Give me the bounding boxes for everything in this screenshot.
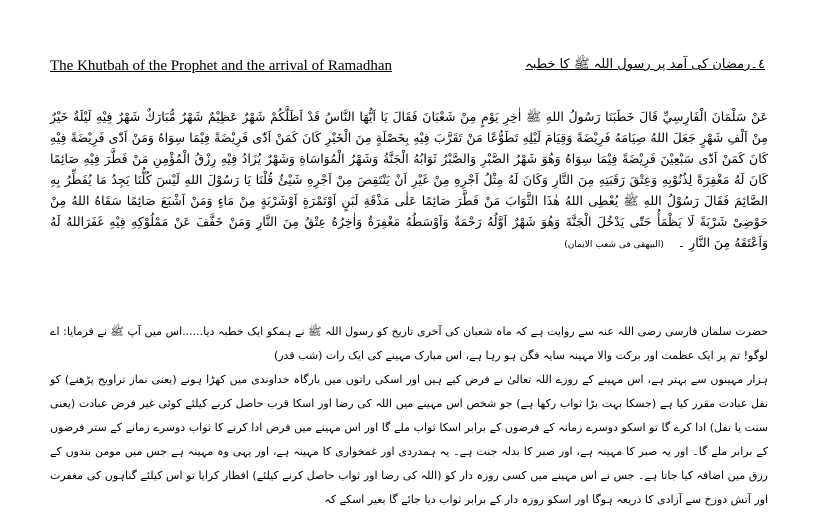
urdu-paragraph-1: حضرت سلمان فارسی رضی اللہ عنہ سے روایت ہے کہ ماہ شعبان کی آخری تاریخ کو رسول اللہ ﷺ نے ہمکو ایک خطبہ دیا......اس میں آپ ﷺ نے فرمایا: اے لوگو! تم پر ایک عظمت اور برکت والا مہینہ سایہ فگن ہو رہا ہے، اس مبارک مہینے کی ایک رات (شب قدر) bbox=[50, 325, 768, 362]
urdu-paragraph-2: ہزار مہینوں سے بہتر ہے، اس مہینے کے روزے اللہ تعالیٰ نے فرض کیے ہیں اور اسکی راتوں میں بارگاہ خداوندی میں کھڑا ہونے (یعنی نماز تراویح پڑھنے) کو نفل عبادت مقرر کیا ہے (جسکا بہت بڑا ثواب رکھا ہے) جو شخص اس مہینے میں اللہ کی رضا اور اسکا قرب حاصل کرنے کیلئے کوئی غیر فرض عبادت (یعنی سنت یا نفل) ادا کرے گا تو اسکو دوسرے زمانہ کے فرضوں کے برابر اسکا ثواب ملے گا اور اس مہینے میں فرض ادا کرنے کا ثواب دوسرے زمانے کے ستر فرضوں کے برابر ملے گا۔ اور یہ صبر کا مہینہ ہے، اور صبر کا بدلہ جنت ہے۔ یہ ہمدردی اور غمخواری کا مہینہ ہے، اور یہی وہ مہینہ ہے جس میں مومن بندوں کے رزق میں اضافہ کیا جاتا ہے۔ جس نے اس مہینے میں کسی روزہ دار کو (اللہ کی رضا اور ثواب حاصل کرنے کیلئے) افطار کرایا تو اس کیلئے گناہوں کی مغفرت اور آتش دوزخ سے آزادی کا ذریعہ ہوگا اور اسکو روزہ دار کے برابر ثواب دیا جائے گا بغیر اسکے کہ bbox=[50, 373, 768, 506]
title-english: The Khutbah of the Prophet and the arrival of Ramadhan bbox=[50, 58, 392, 74]
hadith-reference: (البیهقی فی شعب الایمان) bbox=[564, 240, 664, 250]
hadith-body: عَنْ سَلْمَانَ الْفَارِسِيِّ قَالَ خَطَبَنَا رَسُولُ اللهِ ﷺ اٰخِرِ يَوْمٍ مِنْ شَعْبَانَ فَقَالَ يَا اَيُّهَا النَّاسُ قَدْ اَظَلَّكُمْ شَهْرٌ عَظِيْمٌ شَهْرٌ مُّبَارَكٌ شَهْرٌ فِيْهِ لَيْلَةٌ خَيْرٌ مِنْ اَلْفِ شَهْرٍ جَعَلَ اللهُ صِيَامَهُ فَرِيْضَةً وَقِيَامَ لَيْلِهِ تَطَوُّعًا مَنْ تَقَرَّبَ فِيْهِ بِخَصْلَةٍ مِنَ الْخَيْرِ كَانَ كَمَنْ اَدّٰى فَرِيْضَةً فِيْمَا سِوَاهُ وَمَنْ اَدّٰى فَرِيْضَةً فِيْهِ كَانَ كَمَنْ اَدّٰى سَبْعِيْنَ فَرِيْضَةً فِيْمَا سِوَاهُ وَهُوَ شَهْرُ الصَّبْرِ وَالصَّبْرُ ثَوَابُهُ الْجَنَّةُ وَشَهْرُ الْمُوَاسَاةِ وَشَهْرٌ يُزَادُ فِيْهِ رِزْقُ الْمُؤْمِنِ مَنْ فَطَّرَ فِيْهِ صَائِمًا كَانَ لَهُ مَغْفِرَةً لِذُنُوْبِهِ وَعِتْقَ رَقَبَتِهِ مِنَ النَّارِ وَكَانَ لَهُ مِثْلُ اَجْرِهِ مِنْ غَيْرِ اَنْ يَنْتَقِصَ مِنْ اَجْرِهِ شَيْئٌ قُلْنَا يَا رَسُوْلَ اللهِ لَيْسَ كُلُّنَا يَجِدُ مَا يُفَطِّرُ بِهِ الصَّائِمَ فَقَالَ رَسُوْلُ اللهِ ﷺ يُعْطِى اللهُ هٰذَا الثَّوَابَ مَنْ فَطَّرَ صَائِمًا عَلٰى مَذْقَةِ لَبَنٍ اَوْتَمْرَةٍ اَوْشَرْبَةٍ مِنْ مَاءٍ وَمَنْ اَشْبَعَ صَائِمًا سَقَاهُ اللهُ مِنْ حَوْضِىْ شَرْبَةً لَا يَظْمَأُ حَتّٰى يَدْخُلَ الْجَنَّةَ وَهُوَ شَهْرٌ اَوَّلُهُ رَحْمَةٌ وَاَوْسَطُهُ مَغْفِرَةٌ وَاٰخِرُهُ عِتْقٌ مِنَ النَّارِ وَمَنْ خَفَّفَ عَنْ مَمْلُوْكِهِ فِيْهِ غَفَرَاللهُ لَهُ وَاَعْتَقَهُ مِنَ النَّارِ ۔ bbox=[50, 109, 768, 250]
urdu-translation bbox=[50, 320, 768, 512]
title-urdu: ٤۔رمضان کی آمد پر رسول اللہ ﷺ کا خطبہ bbox=[525, 57, 765, 72]
arabic-hadith-text bbox=[50, 106, 768, 256]
